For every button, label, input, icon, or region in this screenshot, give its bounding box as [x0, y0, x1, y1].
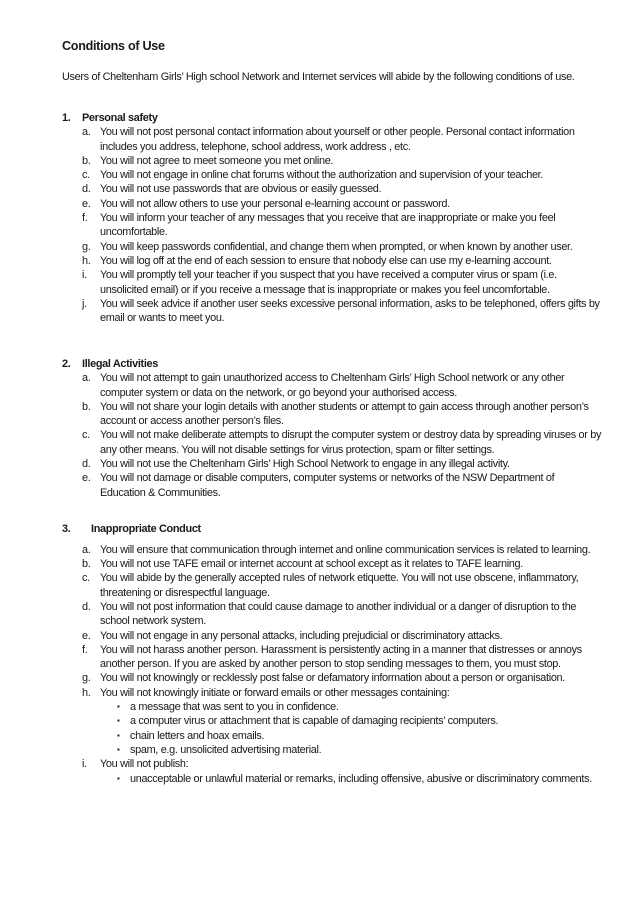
- list-text: You will not allow others to use your personal e-learning account or password.: [100, 197, 450, 210]
- section-inappropriate-conduct: [62, 522, 602, 786]
- list-letter: b.: [82, 558, 91, 571]
- section-illegal-activities: [62, 357, 602, 500]
- page-title: Conditions of Use: [62, 39, 165, 53]
- list-item: [62, 600, 602, 629]
- list-item: [62, 543, 602, 557]
- list-item-row: [82, 182, 602, 196]
- bullet-icon: ▪: [117, 744, 120, 754]
- list-item-row: [82, 629, 602, 643]
- intro-paragraph: Users of Cheltenham Girls’ High school Network and Internet services will abide by the following conditions of use.: [62, 71, 575, 83]
- list-text: You will not post information that could cause damage to another individual or a danger of disruption to the school network system.: [100, 600, 577, 628]
- list-item-row: [82, 197, 602, 211]
- list-letter: d.: [82, 458, 91, 471]
- list-item: [62, 686, 602, 757]
- section-items: [62, 371, 602, 500]
- list-letter: i.: [82, 269, 87, 282]
- section-items: [62, 125, 602, 325]
- section-items: [62, 543, 602, 786]
- list-text: You will abide by the generally accepted rules of network etiquette. You will not use obscene, inflammatory, threatening or disrespectful language.: [100, 572, 579, 599]
- list-text: You will not use passwords that are obvious or easily guessed.: [100, 183, 382, 196]
- list-item-row: [82, 543, 602, 557]
- list-letter: a.: [82, 126, 91, 139]
- list-text: You will not engage in online chat forums without the authorization and supervision of your teacher.: [100, 169, 544, 182]
- list-item: [62, 371, 602, 400]
- bullet-item: [117, 700, 602, 714]
- list-item: [62, 125, 602, 154]
- list-text: You will promptly tell your teacher if you suspect that you have received a computer virus or spam (i.e. unsolicited email) or if you receive a message that is inappropriate or makes you feel uncomfortable.: [100, 269, 557, 296]
- list-item-row: [82, 168, 602, 182]
- section-number: 1.: [62, 112, 71, 124]
- list-item-row: [82, 686, 602, 700]
- list-letter: b.: [82, 400, 91, 413]
- bullet-item: [117, 729, 602, 743]
- list-item-row: [82, 400, 602, 429]
- list-item: [62, 428, 602, 457]
- section-number: 3.: [62, 523, 71, 535]
- list-letter: e.: [82, 197, 91, 210]
- list-text: You will ensure that communication through internet and online communication services is related to learning.: [100, 543, 591, 556]
- list-item: [62, 643, 602, 672]
- bullet-item: [117, 714, 602, 728]
- list-item: [62, 254, 602, 268]
- list-letter: g.: [82, 672, 91, 685]
- list-item: [62, 557, 602, 571]
- list-item: [62, 297, 602, 326]
- list-item: [62, 268, 602, 297]
- list-letter: g.: [82, 240, 91, 253]
- list-item-row: [82, 457, 602, 471]
- list-text: You will not share your login details with another students or attempt to gain access through another person’s account or access another person’s files.: [100, 400, 589, 428]
- list-item-row: [82, 471, 602, 500]
- list-item-row: [82, 211, 602, 240]
- section-heading: [62, 522, 602, 536]
- list-text: You will inform your teacher of any messages that you receive that are inappropriate or make you feel uncomfortable.: [100, 212, 556, 239]
- section-heading: [62, 111, 602, 125]
- bullet-text: a message that was sent to you in confidence.: [130, 701, 339, 714]
- list-letter: j.: [82, 297, 87, 310]
- list-letter: f.: [82, 643, 88, 656]
- list-item-row: [82, 268, 602, 297]
- list-item: [62, 457, 602, 471]
- list-letter: f.: [82, 212, 88, 225]
- list-text: You will not attempt to gain unauthorized access to Cheltenham Girls’ High School network or any other computer system or data on the network, or go beyond your authorised access.: [100, 372, 565, 399]
- list-letter: h.: [82, 254, 91, 267]
- list-item-row: [82, 154, 602, 168]
- list-item-row: [82, 371, 602, 400]
- list-item: [62, 757, 602, 786]
- list-item: [62, 471, 602, 500]
- list-item: [62, 671, 602, 685]
- list-text: You will not damage or disable computers, computer systems or networks of the NSW Department of Education & Communities.: [100, 472, 555, 499]
- list-text: You will not knowingly initiate or forward emails or other messages containing:: [100, 686, 450, 699]
- bullet-item: [117, 772, 602, 786]
- list-text: You will log off at the end of each session to ensure that nobody else can use my e-learning account.: [100, 254, 552, 267]
- list-letter: d.: [82, 183, 91, 196]
- section-personal-safety: [62, 111, 602, 325]
- list-letter: i.: [82, 758, 87, 771]
- list-text: You will not engage in any personal attacks, including prejudicial or discriminatory attacks.: [100, 629, 503, 642]
- list-item-row: [82, 240, 602, 254]
- list-item-row: [82, 125, 602, 154]
- bullet-text: a computer virus or attachment that is capable of damaging recipients’ computers.: [130, 715, 499, 728]
- section-title: Personal safety: [82, 112, 158, 124]
- list-letter: c.: [82, 572, 90, 585]
- list-item-row: [82, 428, 602, 457]
- list-item-row: [82, 600, 602, 629]
- bullet-icon: ▪: [117, 730, 120, 740]
- list-item: [62, 197, 602, 211]
- list-letter: e.: [82, 472, 91, 485]
- list-item-row: [82, 671, 602, 685]
- list-item-row: [82, 557, 602, 571]
- list-text: You will seek advice if another user seeks excessive personal information, asks to be telephoned, offers gifts by email or wants to meet you.: [100, 297, 600, 325]
- list-letter: h.: [82, 686, 91, 699]
- list-item-row: [82, 643, 602, 672]
- list-item: [62, 629, 602, 643]
- list-text: You will not agree to meet someone you met online.: [100, 154, 334, 167]
- list-item-row: [82, 254, 602, 268]
- list-letter: c.: [82, 429, 90, 442]
- list-letter: c.: [82, 169, 90, 182]
- bullet-icon: ▪: [117, 773, 120, 783]
- bullet-item: [117, 743, 602, 757]
- list-text: You will not post personal contact information about yourself or other people. Personal contact information includes you address, telephone, school address, work address , etc.: [100, 126, 575, 153]
- bullet-icon: ▪: [117, 716, 120, 726]
- list-text: You will not use TAFE email or internet account at school except as it relates to TAFE learning.: [100, 558, 523, 571]
- list-letter: a.: [82, 372, 91, 385]
- list-text: You will not publish:: [100, 758, 189, 771]
- bullet-text: spam, e.g. unsolicited advertising material.: [130, 743, 322, 756]
- list-item-row: [82, 757, 602, 771]
- list-text: You will not harass another person. Harassment is persistently acting in a manner that distresses or annoys another person. If you are asked by another person to stop sending messages to them, you must stop.: [100, 643, 582, 671]
- list-text: You will not knowingly or recklessly post false or defamatory information about a person or organisation.: [100, 672, 565, 685]
- section-title: Illegal Activities: [82, 358, 158, 370]
- bullet-text: chain letters and hoax emails.: [130, 729, 265, 742]
- list-text: You will not make deliberate attempts to disrupt the computer system or destroy data by spreading viruses or by any other means. You will not disable settings for virus protection, spam or filter settings.: [100, 429, 602, 456]
- section-title: Inappropriate Conduct: [91, 523, 201, 535]
- list-item: [62, 154, 602, 168]
- list-item-row: [82, 571, 602, 600]
- bullet-text: unacceptable or unlawful material or remarks, including offensive, abusive or discriminatory comments.: [130, 772, 592, 785]
- list-item: [62, 182, 602, 196]
- list-item: [62, 400, 602, 429]
- list-letter: d.: [82, 600, 91, 613]
- list-letter: b.: [82, 154, 91, 167]
- list-item-row: [82, 297, 602, 326]
- list-item: [62, 211, 602, 240]
- list-item: [62, 571, 602, 600]
- list-text: You will not use the Cheltenham Girls’ High School Network to engage in any illegal activity.: [100, 458, 510, 471]
- list-text: You will keep passwords confidential, and change them when prompted, or when known by another user.: [100, 240, 573, 253]
- list-item: [62, 240, 602, 254]
- section-number: 2.: [62, 358, 71, 370]
- list-letter: a.: [82, 543, 91, 556]
- section-heading: [62, 357, 602, 371]
- bullet-icon: ▪: [117, 702, 120, 712]
- list-letter: e.: [82, 629, 91, 642]
- list-item: [62, 168, 602, 182]
